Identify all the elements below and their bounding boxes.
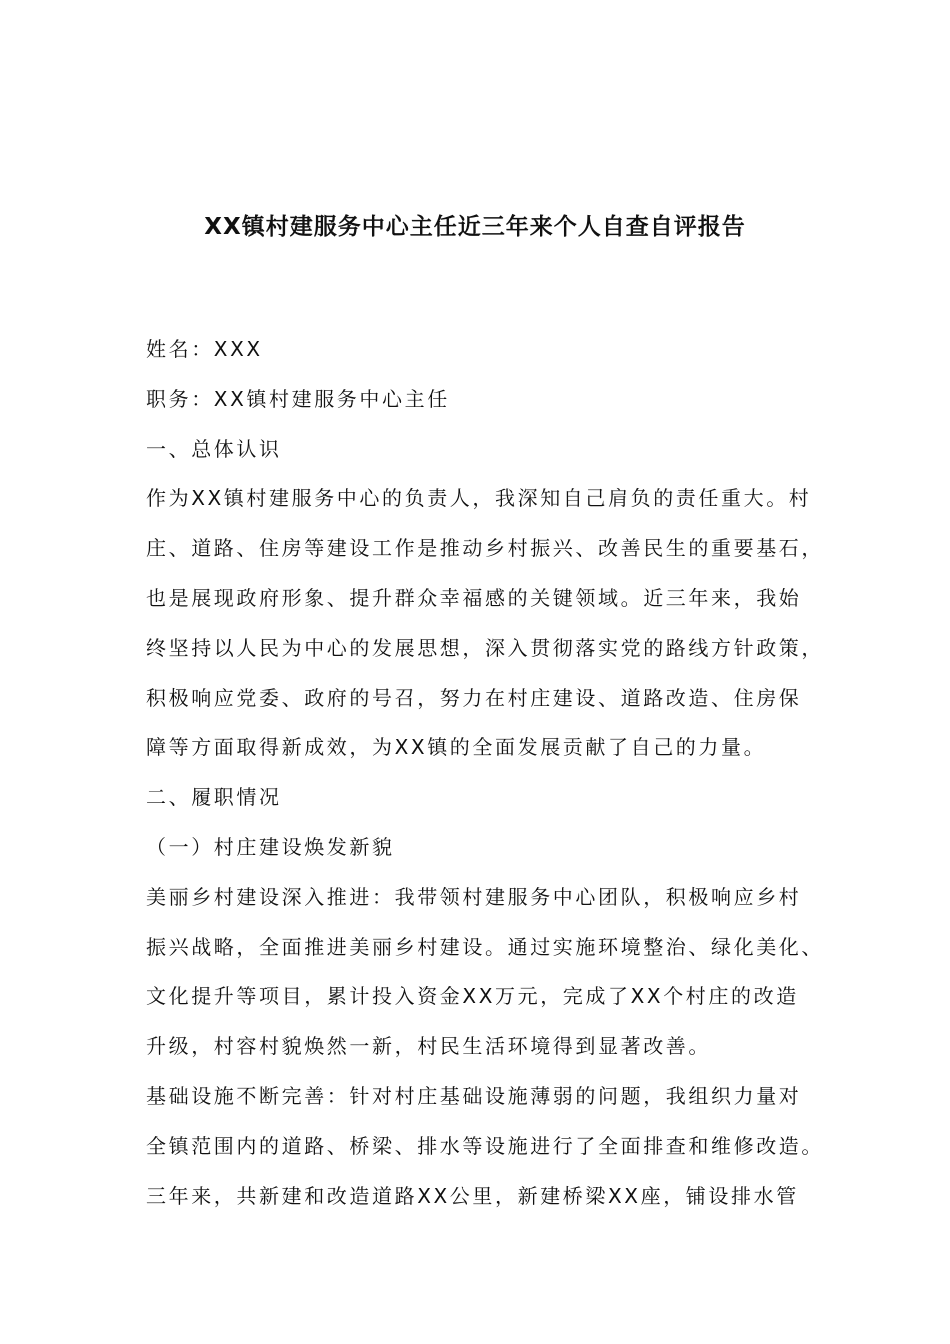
name-line: 姓名：XXX (146, 337, 263, 361)
paragraph-beautiful-village (146, 880, 826, 1079)
paragraph-line: 也是展现政府形象、提升群众幸福感的关键领域。近三年来，我始 (146, 585, 802, 610)
subsection-heading-village: （一）村庄建设焕发新貌 (146, 834, 395, 859)
paragraph-line: 基础设施不断完善：针对村庄基础设施薄弱的问题，我组织力量对 (146, 1083, 802, 1108)
paragraph-infrastructure (146, 1079, 826, 1228)
paragraph-line: 庄、道路、住房等建设工作是推动乡村振兴、改善民生的重要基石， (146, 536, 824, 561)
section-heading-duty: 二、履职情况 (146, 785, 282, 810)
paragraph-line: 作为XX镇村建服务中心的负责人，我深知自己肩负的责任重大。村 (146, 486, 812, 511)
paragraph-line: 障等方面取得新成效，为XX镇的全面发展贡献了自己的力量。 (146, 735, 767, 760)
paragraph-line: 积极响应党委、政府的号召，努力在村庄建设、道路改造、住房保 (146, 685, 802, 710)
paragraph-line: 全镇范围内的道路、桥梁、排水等设施进行了全面排查和维修改造。 (146, 1133, 824, 1158)
paragraph-line: 升级，村容村貌焕然一新，村民生活环境得到显著改善。 (146, 1034, 711, 1059)
position-line: 职务：XX镇村建服务中心主任 (146, 386, 450, 411)
paragraph-line: 文化提升等项目，累计投入资金XX万元，完成了XX个村庄的改造 (146, 984, 799, 1009)
paragraph-line: 美丽乡村建设深入推进：我带领村建服务中心团队，积极响应乡村 (146, 884, 802, 909)
paragraph-overall-understanding (146, 481, 826, 780)
section-heading-overall: 一、总体认识 (146, 436, 282, 461)
paragraph-line: 三年来，共新建和改造道路XX公里，新建桥梁XX座，铺设排水管 (146, 1183, 799, 1208)
document-title: XX镇村建服务中心主任近三年来个人自查自评报告 (204, 214, 746, 240)
paragraph-line: 振兴战略，全面推进美丽乡村建设。通过实施环境整治、绿化美化、 (146, 934, 824, 959)
paragraph-line: 终坚持以人民为中心的发展思想，深入贯彻落实党的路线方针政策， (146, 635, 824, 660)
document-body (146, 332, 826, 1228)
